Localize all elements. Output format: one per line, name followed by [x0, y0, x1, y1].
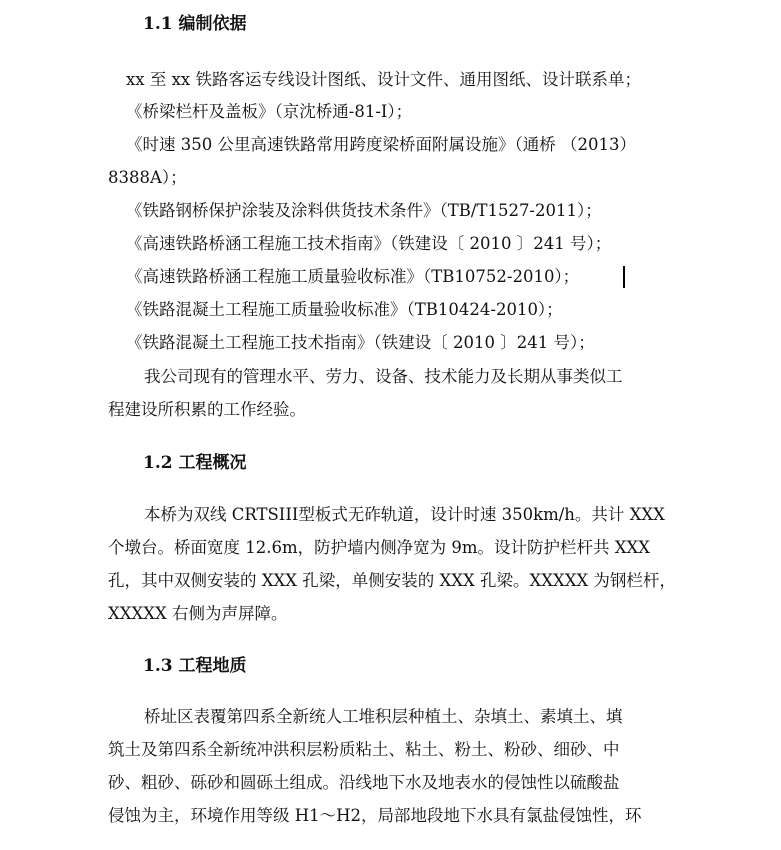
paragraph-line: XXXXX 右侧为声屏障。 [108, 604, 288, 623]
paragraph-line: 我公司现有的管理水平、劳力、设备、技术能力及长期从事类似工 [144, 367, 623, 386]
paragraph-line: 《高速铁路桥涵工程施工质量验收标准》（TB10752-2010）； [126, 267, 580, 286]
paragraph-line: 《桥梁栏杆及盖板》（京沈桥通-81-Ⅰ）； [126, 102, 413, 121]
paragraph-line: 《铁路混凝土工程施工质量验收标准》（TB10424-2010）； [126, 300, 563, 319]
section-1-3-title: 1.3 工程地质 [143, 656, 247, 676]
paragraph-line: 砂、粗砂、砾砂和圆砾土组成。沿线地下水及地表水的侵蚀性以硫酸盐 [108, 773, 620, 792]
paragraph-line: 《铁路钢桥保护涂装及涂料供货技术条件》（TB/T1527-2011）； [126, 201, 602, 220]
section-1-2-title: 1.2 工程概况 [143, 453, 247, 473]
paragraph-line: 本桥为双线 CRTSIII型板式无砟轨道，设计时速 350km/h。共计 XXX [144, 505, 665, 524]
paragraph-line: 筑土及第四系全新统冲洪积层粉质粘土、粘土、粉土、粉砂、细砂、中 [108, 740, 620, 759]
paragraph-line: 个墩台。桥面宽度 12.6m，防护墙内侧净宽为 9m。设计防护栏杆共 XXX [108, 538, 651, 557]
paragraph-line: 《时速 350 公里高速铁路常用跨度梁桥面附属设施》（通桥 （2013） [126, 135, 636, 154]
paragraph-line: 《铁路混凝土工程施工技术指南》（铁建设〔 2010 〕241 号）； [126, 333, 595, 352]
section-1-1-title: 1.1 编制依据 [143, 14, 247, 34]
text-cursor [623, 266, 625, 288]
paragraph-line: 程建设所积累的工作经验。 [108, 400, 306, 419]
paragraph-line: 桥址区表覆第四系全新统人工堆积层种植土、杂填土、素填土、填 [144, 707, 623, 726]
paragraph-line: 8388A）； [108, 168, 187, 187]
paragraph-line: 孔，其中双侧安装的 XXX 孔梁，单侧安装的 XXX 孔梁。XXXXX 为钢栏杆， [108, 571, 676, 590]
paragraph-line: xx 至 xx 铁路客运专线设计图纸、设计文件、通用图纸、设计联系单； [126, 70, 641, 89]
paragraph-line: 《高速铁路桥涵工程施工技术指南》（铁建设〔 2010 〕241 号）； [126, 234, 612, 253]
paragraph-line: 侵蚀为主，环境作用等级 H1～H2，局部地段地下水具有氯盐侵蚀性，环 [108, 806, 642, 825]
